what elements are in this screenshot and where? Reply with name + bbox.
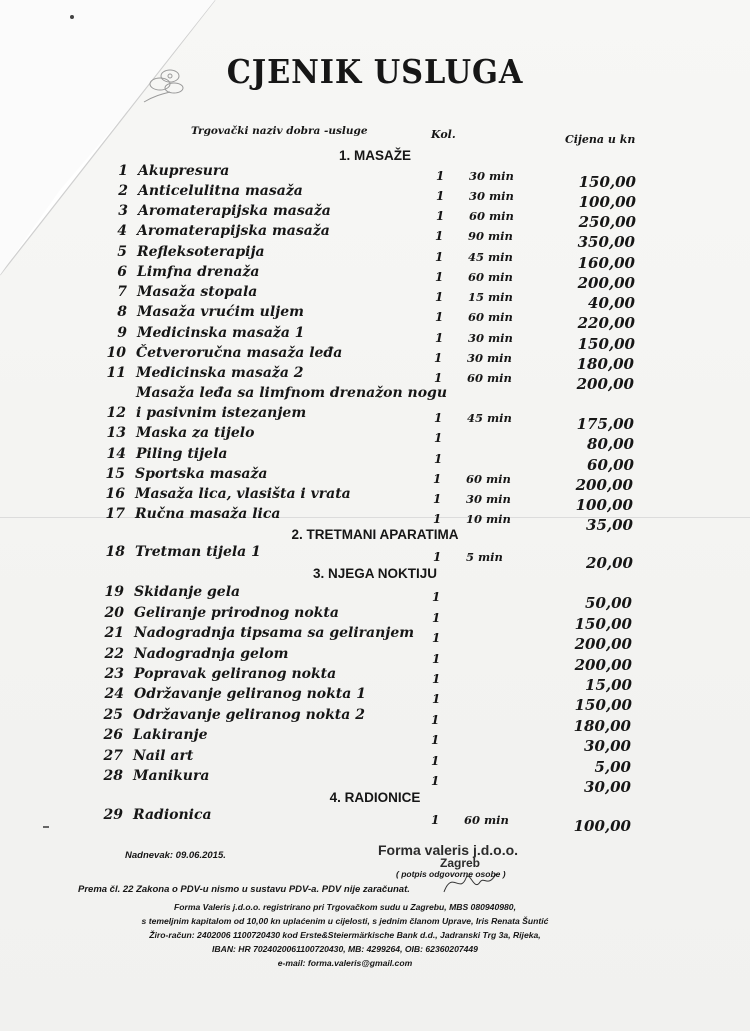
item-number: 8 <box>117 304 127 320</box>
item-duration: 45 min <box>467 411 512 425</box>
item-name: Održavanje geliranog nokta 1 <box>134 686 366 702</box>
item-price: 150,00 <box>578 173 636 191</box>
item-price: 100,00 <box>573 817 631 835</box>
item-duration: 5 min <box>466 550 503 564</box>
item-name: Lakiranje <box>133 727 208 743</box>
item-price: 150,00 <box>577 335 635 353</box>
item-quantity: 1 <box>431 774 440 788</box>
item-quantity: 1 <box>431 713 440 727</box>
item-quantity: 1 <box>432 672 441 686</box>
item-quantity: 1 <box>433 472 442 486</box>
item-name: Akupresura <box>138 163 230 179</box>
item-name: i pasivnim istezanjem <box>136 405 307 421</box>
list-item <box>0 506 750 534</box>
item-price: 35,00 <box>586 516 633 534</box>
item-number: 25 <box>103 707 123 723</box>
item-number: 24 <box>104 686 124 702</box>
item-duration: 45 min <box>468 250 513 264</box>
stamp-name: Forma valeris j.d.o.o. <box>378 842 519 858</box>
item-name: Nadogradnja tipsama sa geliranjem <box>134 625 415 641</box>
item-price: 250,00 <box>578 213 636 231</box>
item-price: 15,00 <box>585 676 632 694</box>
item-number: 3 <box>118 203 128 219</box>
item-quantity: 1 <box>432 611 441 625</box>
item-name: Ručna masaža lica <box>135 506 281 522</box>
item-price: 100,00 <box>578 193 636 211</box>
item-price: 30,00 <box>584 737 631 755</box>
item-duration: 30 min <box>469 189 514 203</box>
item-quantity: 1 <box>436 189 445 203</box>
item-number: 26 <box>103 727 123 743</box>
item-quantity: 1 <box>435 270 444 284</box>
item-quantity: 1 <box>432 692 441 706</box>
item-price: 180,00 <box>576 355 634 373</box>
item-price: 5,00 <box>594 758 631 776</box>
company-legal-info <box>110 900 580 970</box>
item-quantity: 1 <box>434 411 443 425</box>
item-name: Medicinska masaža 1 <box>137 325 305 341</box>
item-number: 15 <box>105 466 125 482</box>
list-item <box>0 807 750 835</box>
item-price: 60,00 <box>587 456 634 474</box>
item-quantity: 1 <box>435 250 444 264</box>
legal-line: s temeljnim kapitalom od 10,00 kn uplaćenim u cijelosti, s jednim članom Uprave, Iris Renata Šuntić <box>141 916 549 926</box>
item-number: 11 <box>106 365 126 381</box>
list-item <box>0 625 750 653</box>
item-name-line1: Masaža leđa sa limfnom drenažon nogu <box>136 385 448 401</box>
item-name: Medicinska masaža 2 <box>136 365 304 381</box>
item-price: 80,00 <box>587 435 634 453</box>
item-name: Maska za tijelo <box>136 425 255 441</box>
legal-line: e-mail: forma.valeris@gmail.com <box>277 958 413 968</box>
item-quantity: 1 <box>436 169 445 183</box>
list-item <box>0 544 750 572</box>
item-name: Masaža lica, vlasišta i vrata <box>135 486 351 502</box>
item-quantity: 1 <box>434 452 443 466</box>
item-number: 23 <box>104 666 124 682</box>
item-number: 28 <box>103 768 123 784</box>
list-item <box>0 584 750 612</box>
date-label: Nadnevak: 09.06.2015. <box>125 850 226 861</box>
item-name: Piling tijela <box>136 446 228 462</box>
item-duration: 60 min <box>466 472 511 486</box>
item-price: 200,00 <box>574 635 632 653</box>
item-price: 160,00 <box>577 254 635 272</box>
header-qty: Kol. <box>431 128 456 141</box>
item-quantity: 1 <box>432 590 441 604</box>
item-quantity: 1 <box>436 209 445 223</box>
item-duration: 10 min <box>466 512 511 526</box>
list-item <box>0 203 750 231</box>
item-price: 200,00 <box>576 375 634 393</box>
item-number: 17 <box>105 506 125 522</box>
item-quantity: 1 <box>434 371 443 385</box>
item-quantity: 1 <box>435 229 444 243</box>
item-name: Refleksoterapija <box>137 244 265 260</box>
item-duration: 90 min <box>468 229 513 243</box>
item-name: Aromaterapijska masaža <box>137 223 330 239</box>
item-number: 13 <box>106 425 126 441</box>
stamp-city: Zagreb <box>440 856 481 870</box>
item-duration: 30 min <box>466 492 511 506</box>
header-price: Cijena u kn <box>565 133 636 146</box>
header-name: Trgovački naziv dobra -usluge <box>191 125 368 137</box>
item-number: 16 <box>105 486 125 502</box>
item-name: Skidanje gela <box>134 584 241 600</box>
item-price: 200,00 <box>575 476 633 494</box>
item-name: Aromaterapijska masaža <box>138 203 331 219</box>
item-quantity: 1 <box>433 492 442 506</box>
item-quantity: 1 <box>431 813 440 827</box>
item-quantity: 1 <box>432 631 441 645</box>
item-duration: 30 min <box>469 169 514 183</box>
item-duration: 30 min <box>467 351 512 365</box>
item-quantity: 1 <box>434 351 443 365</box>
item-number: 27 <box>103 748 123 764</box>
item-price: 180,00 <box>573 717 631 735</box>
item-name: Geliranje prirodnog nokta <box>134 605 339 621</box>
item-duration: 30 min <box>468 331 513 345</box>
item-price: 175,00 <box>576 415 634 433</box>
item-number: 14 <box>106 446 126 462</box>
item-quantity: 1 <box>435 290 444 304</box>
item-number: 9 <box>117 325 127 341</box>
item-duration: 60 min <box>468 270 513 284</box>
item-price: 30,00 <box>584 778 631 796</box>
list-item <box>0 304 750 332</box>
list-item <box>0 425 750 453</box>
list-item <box>0 223 750 251</box>
item-duration: 60 min <box>468 310 513 324</box>
item-name: Masaža vrućim uljem <box>137 304 304 320</box>
item-name: Održavanje geliranog nokta 2 <box>133 707 365 723</box>
item-quantity: 1 <box>432 652 441 666</box>
item-number: 21 <box>104 625 124 641</box>
item-name: Nail art <box>133 748 194 764</box>
item-price: 200,00 <box>574 656 632 674</box>
section-title: 2. TRETMANI APARATIMA <box>291 527 459 542</box>
item-number: 12 <box>106 405 126 421</box>
item-number: 5 <box>117 244 127 260</box>
legal-line: Žiro-račun: 2402006 1100720430 kod Erste&Steiermärkische Bank d.d., Jadranski Trg 3a, Rijeka, <box>149 930 541 940</box>
item-duration: 60 min <box>467 371 512 385</box>
item-price: 50,00 <box>585 594 632 612</box>
item-quantity: 1 <box>431 733 440 747</box>
item-duration: 60 min <box>469 209 514 223</box>
item-name: Sportska masaža <box>135 466 268 482</box>
item-name: Masaža stopala <box>137 284 258 300</box>
item-price: 150,00 <box>574 615 632 633</box>
page-title: CJENIK USLUGA <box>226 52 524 91</box>
item-name: Popravak geliranog nokta <box>134 666 337 682</box>
item-quantity: 1 <box>433 512 442 526</box>
item-quantity: 1 <box>433 550 442 564</box>
item-number: 29 <box>103 807 123 823</box>
item-name: Tretman tijela 1 <box>135 544 261 560</box>
item-price: 200,00 <box>577 274 635 292</box>
item-number: 20 <box>104 605 124 621</box>
legal-line: IBAN: HR 7024020061100720430, MB: 4299264, OIB: 62360207449 <box>212 944 478 954</box>
item-number: 10 <box>106 345 126 361</box>
section-title: 3. NJEGA NOKTIJU <box>312 566 438 581</box>
item-price: 350,00 <box>577 233 635 251</box>
item-name: Anticelulitna masaža <box>138 183 303 199</box>
dust-speck <box>70 15 74 19</box>
item-number: 2 <box>118 183 128 199</box>
item-quantity: 1 <box>434 431 443 445</box>
item-name: Manikura <box>133 768 210 784</box>
section-title: 4. RADIONICE <box>329 790 421 805</box>
item-quantity: 1 <box>435 310 444 324</box>
section-title: 1. MASAŽE <box>338 148 411 163</box>
list-item <box>0 686 750 714</box>
item-quantity: 1 <box>431 754 440 768</box>
item-name: Četveroručna masaža leđa <box>136 345 343 361</box>
list-item <box>0 768 750 796</box>
item-price: 100,00 <box>575 496 633 514</box>
vat-note: Prema čl. 22 Zakona o PDV-u nismo u sustavu PDV-a. PDV nije zaračunat. <box>78 884 410 895</box>
item-price: 150,00 <box>574 696 632 714</box>
item-name: Limfna drenaža <box>137 264 260 280</box>
list-item <box>0 727 750 755</box>
item-number: 19 <box>104 584 124 600</box>
item-number: 7 <box>117 284 127 300</box>
item-name: Radionica <box>133 807 212 823</box>
item-price: 40,00 <box>588 294 635 312</box>
item-price: 20,00 <box>586 554 633 572</box>
item-number: 18 <box>105 544 125 560</box>
item-number: 4 <box>117 223 127 239</box>
item-name: Nadogradnja gelom <box>134 646 289 662</box>
item-duration: 60 min <box>464 813 509 827</box>
item-number: 1 <box>118 163 128 179</box>
item-duration: 15 min <box>468 290 513 304</box>
item-number: 6 <box>117 264 127 280</box>
item-price: 220,00 <box>577 314 635 332</box>
signature-label: ( potpis odgovorne osobe ) <box>396 869 506 879</box>
item-number: 22 <box>104 646 124 662</box>
item-quantity: 1 <box>435 331 444 345</box>
legal-line: Forma Valeris j.d.o.o. registrirano pri Trgovačkom sudu u Zagrebu, MBS 080940980, <box>174 902 516 912</box>
